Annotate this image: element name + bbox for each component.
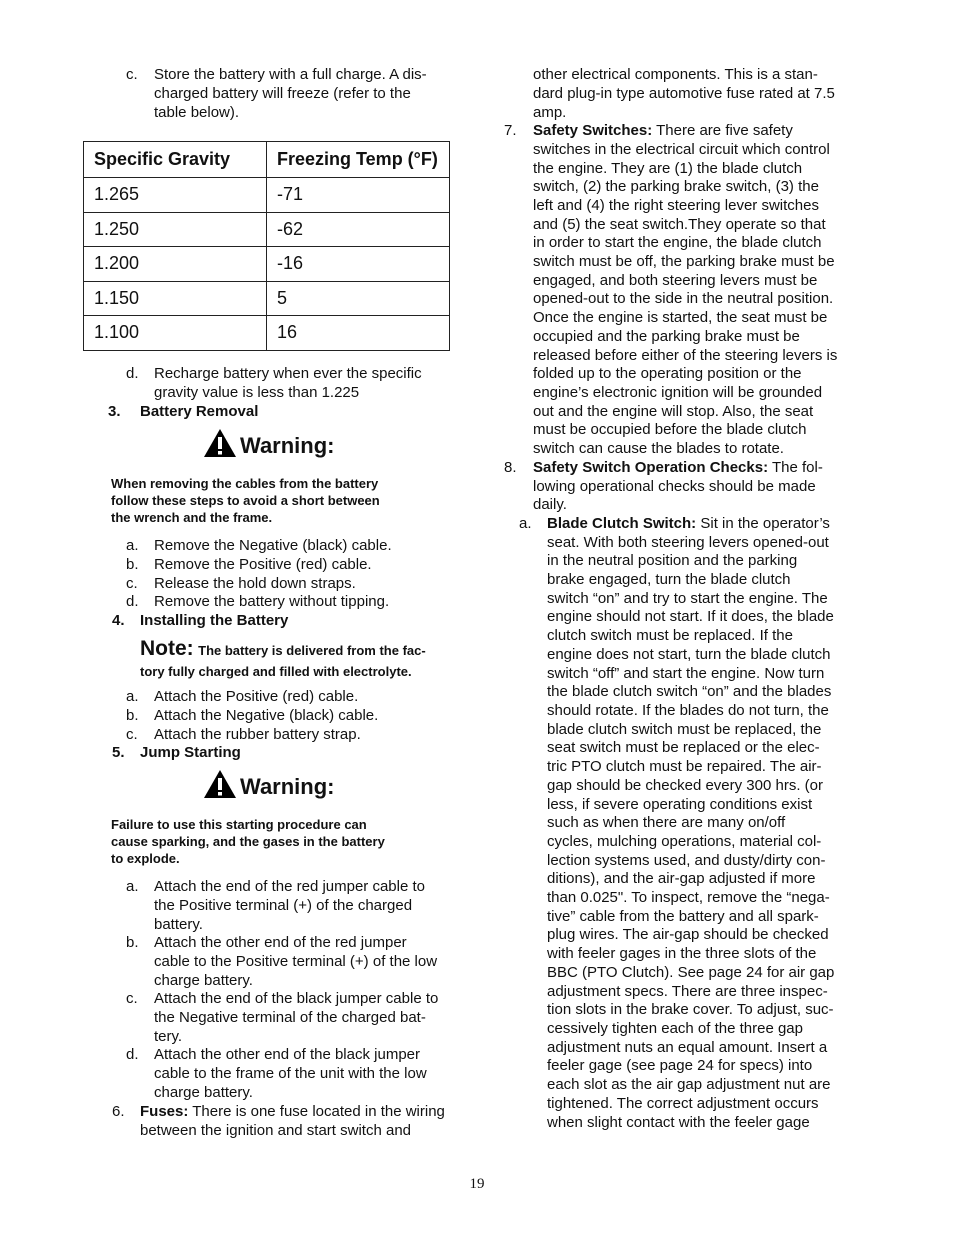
item-marker: a. xyxy=(126,537,139,554)
warning-title: Warning: xyxy=(240,433,335,458)
section-number: 3. xyxy=(108,403,121,420)
body-text: cessively tighten each of the three gap xyxy=(547,1020,803,1037)
body-text: tery. xyxy=(154,1028,183,1045)
inline-text: There are five safety xyxy=(652,122,793,139)
list-item: Remove the Positive (red) cable. xyxy=(154,556,372,573)
body-text: in order to start the engine, the blade clutch xyxy=(533,234,822,251)
table-row xyxy=(84,178,450,213)
inline-heading: Safety Switches: xyxy=(533,122,653,139)
body-text: Store the battery with a full charge. A dis- xyxy=(154,66,427,83)
list-item: Remove the battery without tipping. xyxy=(154,593,390,610)
table-cell: 16 xyxy=(267,316,450,351)
body-text: ditions), and the air-gap adjusted if more xyxy=(547,870,816,887)
inline-text: There is one fuse located in the wiring xyxy=(188,1103,445,1120)
note xyxy=(140,637,426,661)
note-text: The battery is delivered from the fac- xyxy=(198,643,426,658)
page-number: 19 xyxy=(469,1176,485,1192)
warning-text: the wrench and the frame. xyxy=(111,510,273,525)
body-text: cable to the Positive terminal (+) of the low xyxy=(154,953,438,970)
body-text: adjustment nuts an equal amount. Insert a xyxy=(547,1039,828,1056)
body-text: tion slots in the brake cover. To adjust, suc- xyxy=(547,1001,834,1018)
body-text: with feeler gages in the three slots of the xyxy=(547,945,817,962)
table-cell: 1.100 xyxy=(84,316,267,351)
body-text: should rotate. If the blades do not turn, the xyxy=(547,702,829,719)
item-marker: a. xyxy=(126,878,139,895)
section-number: 8. xyxy=(504,459,517,476)
body-text: the Positive terminal (+) of the charged xyxy=(154,897,413,914)
body-text: Attach the other end of the red jumper xyxy=(154,934,407,951)
body-text: must be occupied before the blade clutch xyxy=(533,421,807,438)
warning-text: follow these steps to avoid a short between xyxy=(111,493,380,508)
list-item: Attach the rubber battery strap. xyxy=(154,726,361,743)
body-text: brake engaged, turn the blade clutch xyxy=(547,571,791,588)
body-text: battery. xyxy=(154,916,203,933)
body-text: Attach the other end of the black jumper xyxy=(154,1046,420,1063)
table-cell: 1.150 xyxy=(84,281,267,316)
body-text: the engine. They are (1) the blade clutch xyxy=(533,160,803,177)
item-marker: c. xyxy=(126,66,138,83)
list-item: Attach the Negative (black) cable. xyxy=(154,707,379,724)
freezing-table xyxy=(83,141,450,351)
item-marker: b. xyxy=(126,556,139,573)
body-text: switch “on” and try to start the engine. The xyxy=(547,590,828,607)
body-text: BBC (PTO Clutch). See page 24 for air gap xyxy=(547,964,835,981)
list-item: Remove the Negative (black) cable. xyxy=(154,537,392,554)
body-text: each slot as the air gap adjustment nut are xyxy=(547,1076,831,1093)
body-text: adjustment specs. There are three inspec- xyxy=(547,983,828,1000)
table-row xyxy=(84,281,450,316)
body-text: Attach the end of the black jumper cable to xyxy=(154,990,439,1007)
body-text: occupied and the parking brake must be xyxy=(533,328,800,345)
body-text: left and (4) the right steering lever switches xyxy=(533,197,819,214)
body-text: seat. With both steering levers opened-out xyxy=(547,534,829,551)
body-text: tive” cable from the battery and all spark- xyxy=(547,908,819,925)
body-text: feeler gage (see page 24 for specs) into xyxy=(547,1057,813,1074)
body-text: released before either of the steering levers is xyxy=(533,347,838,364)
body-text: table below). xyxy=(154,104,240,121)
body-text: Recharge battery when ever the specific xyxy=(154,365,422,382)
warning-text: Failure to use this starting procedure can xyxy=(111,817,367,832)
section-number: 6. xyxy=(112,1103,125,1120)
section-heading: Installing the Battery xyxy=(140,612,289,629)
body-text: switches in the electrical circuit which control xyxy=(533,141,830,158)
body-text: switch “off” and start the engine. Now turn xyxy=(547,665,825,682)
item-marker: c. xyxy=(126,575,138,592)
body-text: tric PTO clutch must be repaired. The air- xyxy=(547,758,822,775)
item-marker: d. xyxy=(126,1046,139,1063)
body-text: amp. xyxy=(533,104,567,121)
body-text: other electrical components. This is a stan- xyxy=(533,66,818,83)
table-cell: 5 xyxy=(267,281,450,316)
table-cell: -16 xyxy=(267,247,450,282)
inline-heading: Safety Switch Operation Checks: xyxy=(533,459,769,476)
body-text: engine does not start, turn the blade clutch xyxy=(547,646,831,663)
body-text xyxy=(547,515,830,534)
body-text: when slight contact with the feeler gage xyxy=(547,1114,810,1131)
warning-text: to explode. xyxy=(111,851,180,866)
item-marker: b. xyxy=(126,934,139,951)
body-text: folded up to the operating position or the xyxy=(533,365,802,382)
body-text: than 0.025". To inspect, remove the “nega- xyxy=(547,889,830,906)
section-number: 7. xyxy=(504,122,517,139)
item-marker: a. xyxy=(126,688,139,705)
body-text: cycles, mulching operations, material col- xyxy=(547,833,822,850)
list-item: Release the hold down straps. xyxy=(154,575,356,592)
body-text: gap should be checked every 300 hrs. (or xyxy=(547,777,823,794)
body-text: blade clutch switch must be replaced, the xyxy=(547,721,822,738)
table-header-row xyxy=(84,142,450,178)
list-item: Attach the Positive (red) cable. xyxy=(154,688,359,705)
body-text: engaged, and both steering levers must be xyxy=(533,272,818,289)
table-row xyxy=(84,247,450,282)
inline-text: Sit in the operator’s xyxy=(696,515,830,532)
body-text: Once the engine is started, the seat must be xyxy=(533,309,828,326)
table-row xyxy=(84,316,450,351)
body-text: the blade clutch switch “on” and the blades xyxy=(547,683,832,700)
body-text: tightened. The correct adjustment occurs xyxy=(547,1095,819,1112)
note-text: tory fully charged and filled with electrolyte. xyxy=(140,664,412,679)
body-text xyxy=(140,1103,445,1122)
body-text: cable to the frame of the unit with the low xyxy=(154,1065,427,1082)
body-text: switch can cause the blades to rotate. xyxy=(533,440,784,457)
body-text: charge battery. xyxy=(154,972,253,989)
body-text: plug wires. The air-gap should be checked xyxy=(547,926,829,943)
body-text: and (5) the seat switch.They operate so that xyxy=(533,216,826,233)
table-cell: 1.265 xyxy=(84,178,267,213)
body-text: clutch switch must be replaced. If the xyxy=(547,627,793,644)
body-text: charge battery. xyxy=(154,1084,253,1101)
body-text: engine should not start. If it does, the blade xyxy=(547,608,834,625)
table-header: Specific Gravity xyxy=(84,142,267,178)
warning-text: When removing the cables from the battery xyxy=(111,476,379,491)
warning-triangle-icon xyxy=(203,769,237,799)
body-text xyxy=(533,122,793,141)
table-cell: 1.200 xyxy=(84,247,267,282)
body-text: dard plug-in type automotive fuse rated at 7.5 xyxy=(533,85,835,102)
body-text: such as when there are many on/off xyxy=(547,814,786,831)
item-marker: c. xyxy=(126,990,138,1007)
item-marker: d. xyxy=(126,593,139,610)
body-text: opened-out to the side in the neutral position. xyxy=(533,290,834,307)
body-text: daily. xyxy=(533,496,567,513)
body-text: lowing operational checks should be made xyxy=(533,478,816,495)
item-marker: d. xyxy=(126,365,139,382)
item-marker: c. xyxy=(126,726,138,743)
item-marker: a. xyxy=(519,515,532,532)
inline-heading: Fuses: xyxy=(140,1103,189,1120)
body-text: switch must be off, the parking brake must be xyxy=(533,253,835,270)
warning-triangle-icon xyxy=(203,428,237,458)
note-label: Note: xyxy=(140,637,194,660)
warning-title: Warning: xyxy=(240,774,335,799)
body-text: the Negative terminal of the charged bat- xyxy=(154,1009,426,1026)
body-text: in the neutral position and the parking xyxy=(547,552,798,569)
section-number: 4. xyxy=(112,612,125,629)
body-text: gravity value is less than 1.225 xyxy=(154,384,360,401)
body-text: out and the engine will stop. Also, the seat xyxy=(533,403,814,420)
section-number: 5. xyxy=(112,744,125,761)
body-text: less, if severe operating conditions exist xyxy=(547,796,813,813)
table-cell: -62 xyxy=(267,212,450,247)
body-text: charged battery will freeze (refer to the xyxy=(154,85,411,102)
table-cell: -71 xyxy=(267,178,450,213)
warning-text: cause sparking, and the gases in the battery xyxy=(111,834,385,849)
item-marker: b. xyxy=(126,707,139,724)
body-text: Attach the end of the red jumper cable to xyxy=(154,878,426,895)
table-cell: 1.250 xyxy=(84,212,267,247)
body-text xyxy=(533,459,823,478)
body-text: seat switch must be replaced or the elec- xyxy=(547,739,820,756)
body-text: switch, (2) the parking brake switch, (3) the xyxy=(533,178,819,195)
body-text: between the ignition and start switch and xyxy=(140,1122,412,1139)
body-text: engine’s electronic ignition will be grounded xyxy=(533,384,823,401)
inline-text: The fol- xyxy=(768,459,823,476)
inline-heading: Blade Clutch Switch: xyxy=(547,515,697,532)
section-heading: Battery Removal xyxy=(140,403,259,420)
section-heading: Jump Starting xyxy=(140,744,241,761)
table-row xyxy=(84,212,450,247)
table-header: Freezing Temp (°F) xyxy=(267,142,450,178)
body-text: lection systems used, and dusty/dirty con- xyxy=(547,852,826,869)
